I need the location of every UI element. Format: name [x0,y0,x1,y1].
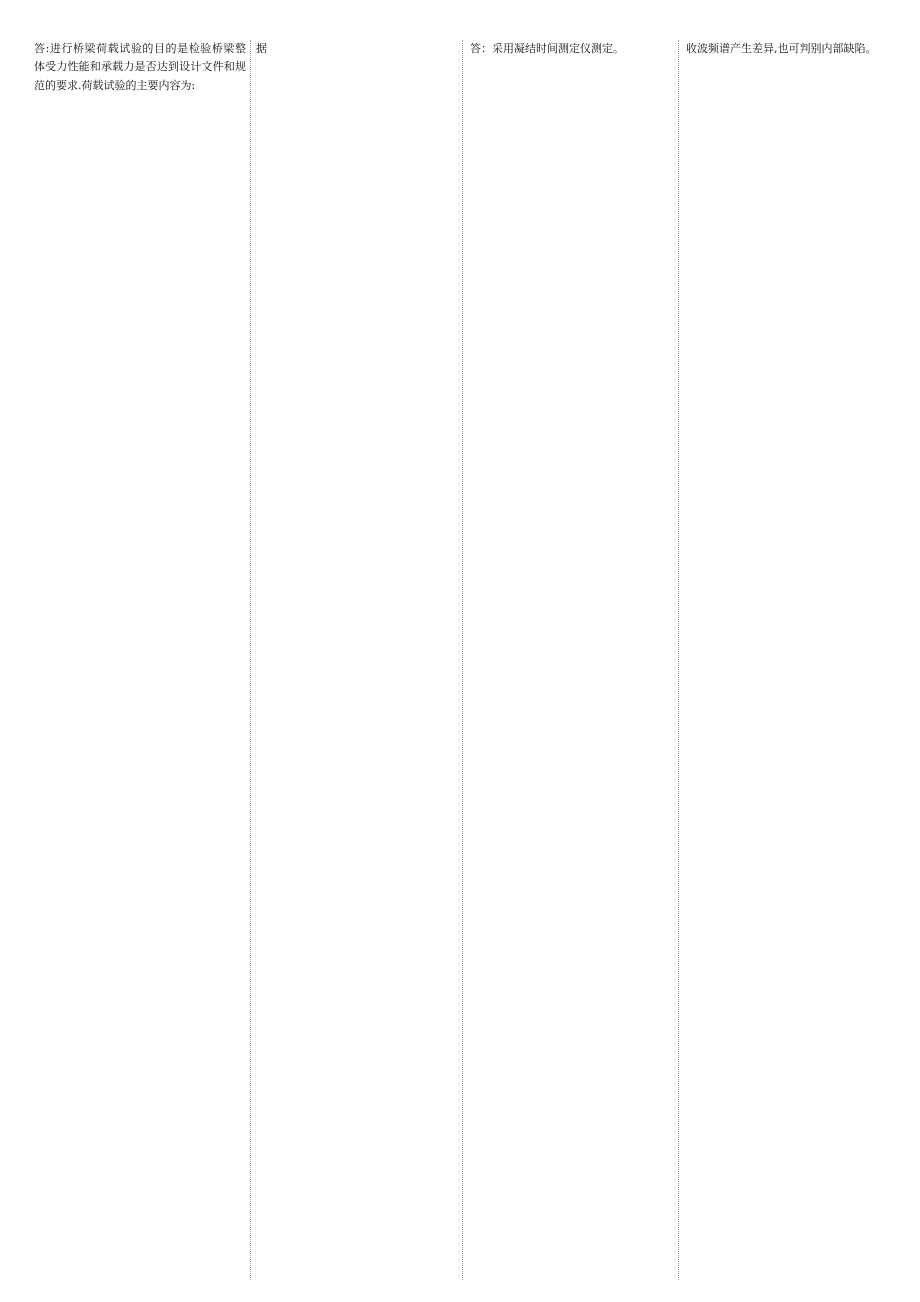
text-column-3 [470,40,682,1280]
paragraph: 收波频谱产生差异,也可判别内部缺陷。 [686,42,877,55]
text-column-4 [686,40,898,1280]
paragraph: 答：采用凝结时间测定仪测定。 [470,42,624,55]
text-column-2 [256,40,468,1280]
paragraph: 据 [256,42,267,55]
text-column-1 [34,40,246,1280]
paragraph: 答:进行桥梁荷载试验的目的是检验桥梁整体受力性能和承载力是否达到设计文件和规范的要求.荷载试验的主要内容为: [34,42,246,92]
column-divider [250,40,251,1280]
